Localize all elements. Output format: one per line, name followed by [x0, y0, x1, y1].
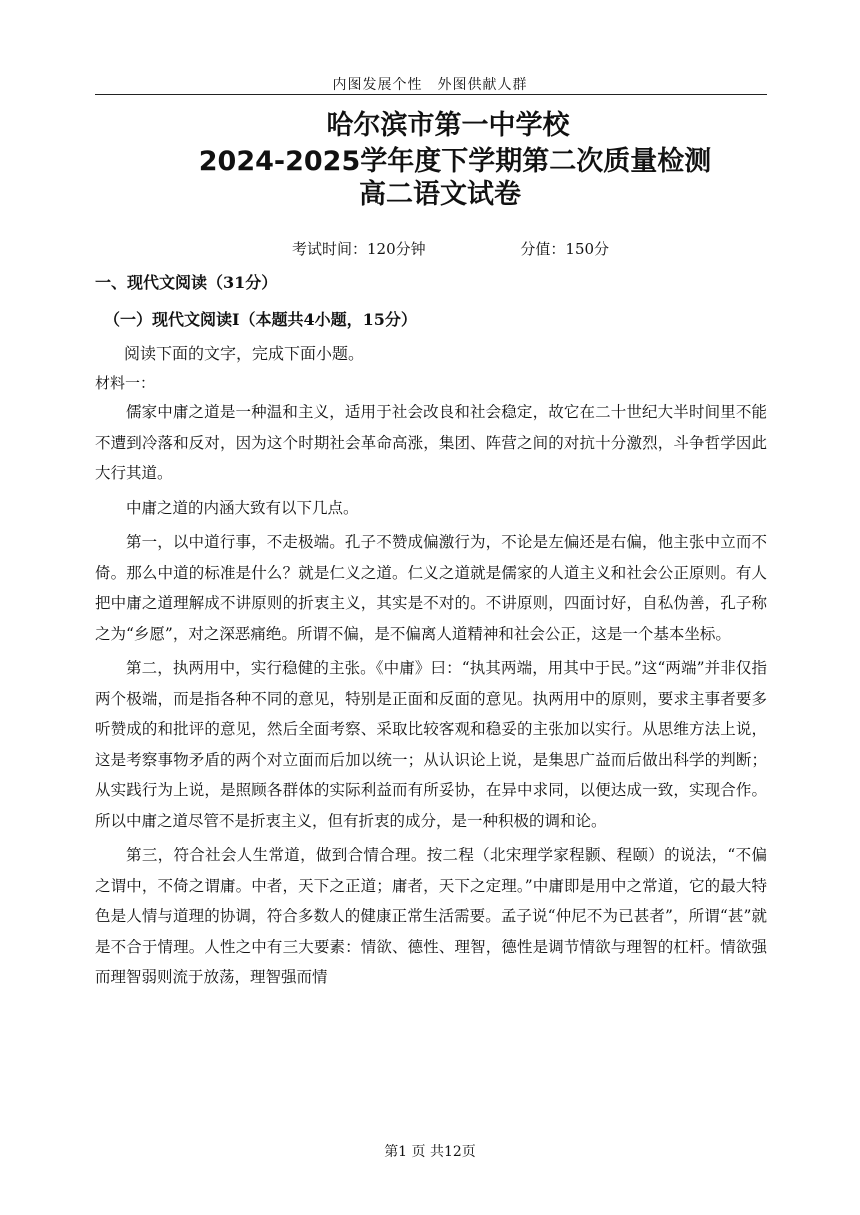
subsection-heading: （一）现代文阅读Ⅰ（本题共4小题，15分） [104, 310, 417, 329]
page-footer: 第1 页 共12页 [384, 1144, 476, 1160]
exam-time: 考试时间：120分钟 [292, 240, 426, 258]
paragraph: 中庸之道的内涵大致有以下几点。 [126, 498, 359, 517]
paper-title: 高二语文试卷 [359, 179, 521, 210]
reading-passage [95, 397, 767, 997]
material-label: 材料一： [95, 374, 156, 392]
paragraph: 第一，以中道行事，不走极端。孔子不赞成偏激行为，不论是左偏还是右偏，他主张中立而不倚。那么中道的标准是什么？就是仁义之道。仁义之道就是儒家的人道主义和社会公正原则。有人把中庸之道理解成不讲原则的折衷主义，其实是不对的。不讲原则，四面讨好，自私伪善，孔子称之为“乡愿”，对之深恶痛绝。所谓不偏，是不偏离人道精神和社会公正，这是一个基本坐标。 [95, 533, 767, 643]
header-slogan: 内图发展个性 外图供献人群 [332, 77, 528, 93]
exam-title: 2024-2025学年度下学期第二次质量检测 [198, 146, 712, 177]
paragraph: 第三，符合社会人生常道，做到合情合理。按二程（北宋理学家程颢、程颐）的说法，“不偏之谓中，不倚之谓庸。中者，天下之正道；庸者，天下之定理。”中庸即是用中之常道，它的最大特色是人情与道理的协调，符合多数人的健康正常生活需要。孟子说“仲尼不为已甚者”，所谓“甚”就是不合于情理。人性之中有三大要素：情欲、德性、理智，德性是调节情欲与理智的杠杆。情欲强而理智弱则流于放荡，理智强而情 [95, 846, 767, 986]
exam-score: 分值：150分 [520, 240, 610, 258]
paragraph: 儒家中庸之道是一种温和主义，适用于社会改良和社会稳定，故它在二十世纪大半时间里不能不遭到冷落和反对，因为这个时期社会革命高涨，集团、阵营之间的对抗十分激烈，斗争哲学因此大行其道。 [95, 403, 767, 482]
section-heading: 一、现代文阅读（31分） [95, 273, 278, 292]
school-title: 哈尔滨市第一中学校 [326, 110, 570, 141]
exam-info [292, 238, 699, 259]
paragraph: 第二，执两用中，实行稳健的主张。《中庸》曰：“执其两端，用其中于民。”这“两端”并非仅指两个极端，而是指各种不同的意见，特别是正面和反面的意见。执两用中的原则，要求主事者要多听赞成的和批评的意见，然后全面考察、采取比较客观和稳妥的主张加以实行。从思维方法上说，这是考察事物矛盾的两个对立面而后加以统一；从认识论上说，是集思广益而后做出科学的判断；从实践行为上说，是照顾各群体的实际利益而有所妥协，在异中求同，以便达成一致，实现合作。所以中庸之道尽管不是折衷主义，但有折衷的成分，是一种积极的调和论。 [95, 659, 767, 830]
instruction-text: 阅读下面的文字，完成下面小题。 [124, 344, 365, 363]
header-divider [95, 94, 767, 95]
